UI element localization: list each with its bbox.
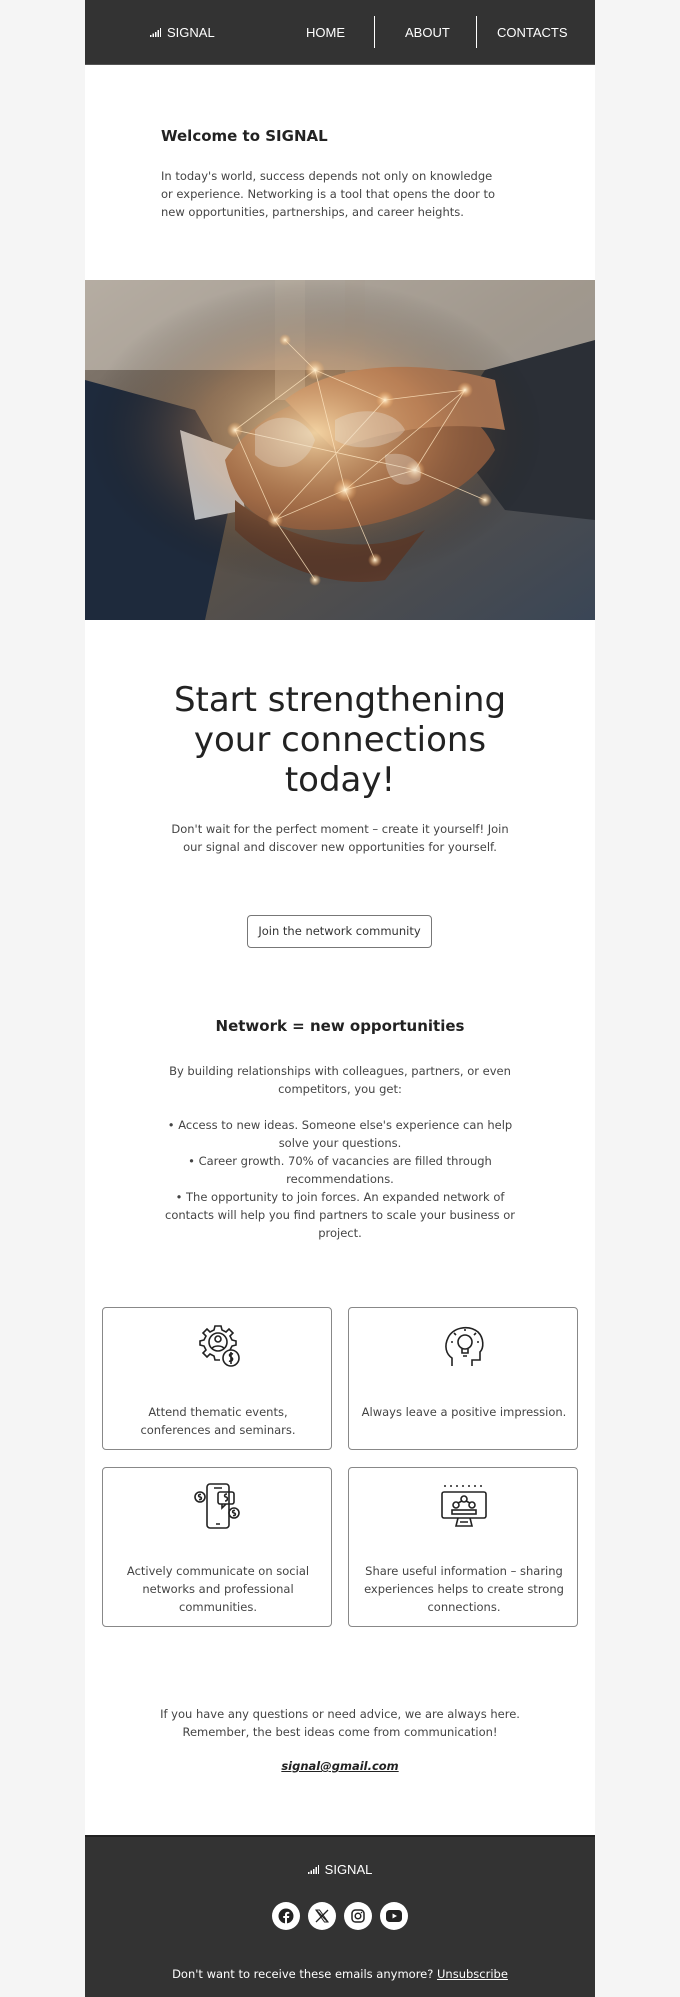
unsubscribe-link[interactable]: Unsubscribe [437,1967,508,1981]
headline: Start strengthening your connections today! [173,680,507,800]
welcome-text: In today's world, success depends not only on knowledge or experience. Networking is a tool that opens the door to new opportunities, partnerships, and career heights. [161,169,496,219]
head-lightbulb-icon [438,1320,490,1372]
tip-card [348,1467,578,1627]
list-item: • Access to new ideas. Someone else's experience can help solve your questions. [167,1118,513,1150]
logo[interactable] [150,25,215,40]
tip-card-text: Always leave a positive impression. [361,1405,567,1419]
logo-text: SIGNAL [167,25,215,40]
hero-image [85,280,595,620]
tip-card [102,1307,332,1450]
handshake-network-illustration [85,280,595,620]
list-item: • The opportunity to join forces. An expanded network of contacts will help you find partners to scale your business or project. [165,1190,515,1240]
phone-chat-money-icon [192,1480,244,1532]
benefits-list [155,1116,525,1242]
footer [85,1835,595,1997]
welcome-title: Welcome to SIGNAL [161,127,328,145]
section-title: Network = new opportunities [215,1017,465,1035]
tip-card-text: Share useful information – sharing experiences helps to create strong connections. [364,1564,564,1614]
tip-card-text: Attend thematic events, conferences and seminars. [140,1405,296,1437]
tip-card [102,1467,332,1627]
signal-icon [308,1865,319,1874]
instagram-icon[interactable] [344,1902,372,1930]
tip-card-text: Actively communicate on social networks and professional communities. [126,1564,310,1614]
nav-divider [374,16,375,48]
footer-logo-text: SIGNAL [324,1862,373,1877]
nav-home[interactable]: HOME [306,25,345,40]
unsubscribe-text: Don't want to receive these emails anymore? [172,1967,434,1981]
footer-logo[interactable] [85,1862,595,1877]
unsubscribe-line [85,1967,595,1981]
headline-text: Don't wait for the perfect moment – create it yourself! Join our signal and discover new opportunities for yourself. [171,822,509,854]
tip-card [348,1307,578,1450]
section-intro: By building relationships with colleagues, partners, or even competitors, you get: [169,1064,511,1096]
social-links [85,1902,595,1930]
join-community-button[interactable]: Join the network community [247,915,432,948]
email-link[interactable]: signal@gmail.com [281,1759,399,1773]
x-icon[interactable] [308,1902,336,1930]
list-item: • Career growth. 70% of vacancies are filled through recommendations. [188,1154,492,1186]
nav-about[interactable]: ABOUT [405,25,450,40]
monitor-network-icon [438,1480,490,1532]
email-page [85,0,595,1997]
nav-divider [476,16,477,48]
nav-contacts[interactable]: CONTACTS [497,25,568,40]
gear-person-money-icon [192,1320,244,1372]
contact-text: If you have any questions or need advice, we are always here. Remember, the best ideas come from communication! [160,1707,520,1739]
header [85,0,595,65]
signal-icon [150,28,161,37]
youtube-icon[interactable] [380,1902,408,1930]
facebook-icon[interactable] [272,1902,300,1930]
